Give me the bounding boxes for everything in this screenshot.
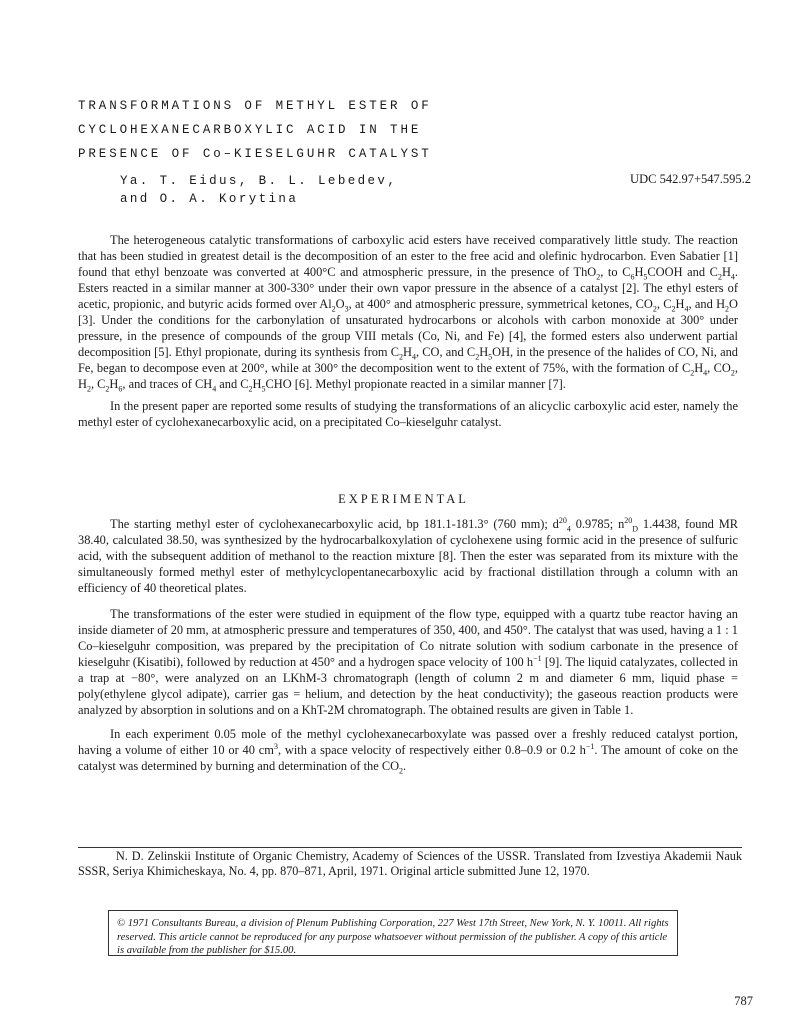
intro-paragraph-1: The heterogeneous catalytic transformations of carboxylic acid esters have received comparatively little study. The reaction that has been studied in greatest detail is the decomposition of an ester to the free acid and olefinic hydrocarbon. Even Sabatier [1] found that ethyl benzoate was converted at 400°C and atmospheric pressure, in the presence of ThO$_2$, to $C_6H_5COOH$ and $C_2H_4$. Esters reacted in a similar manner at 300-330° under their own vapor pressure in the absence of a catalyst [2]. The ethyl esters of acetic, propionic, and butyric acids formed over $Al_2O_3$, at 400° and atmospheric pressure, symmetrical ketones, $CO_2$, $C_2H_4$, and $H_2O$ [3]. Under the conditions for the carbonylation of unsaturated hydrocarbons or alcohols with carbon monoxide at 300° under pressure, in the presence of compounds of the group VIII metals (Co, Ni, and Fe) [4], the formed esters also underwent partial decomposition [5]. Ethyl propionate, during its synthesis from $C_2H_4$, CO, and $C_2H_5OH$, in the presence of the halides of CO, Ni, and Fe, began to decompose even at 200°, while at 300° the decomposition went to the extent of 75%, with the formation of $C_2H_4$, $CO_2$, $H_2$, $C_2H_6$, and traces of $CH_4$ and $C_2H_5CHO$ [6]. Methyl propionate reacted in a similar manner [7]. <box>78 233 738 394</box>
article-title <box>78 94 738 166</box>
title-line-1: TRANSFORMATIONS OF METHYL ESTER OF <box>78 99 432 113</box>
title-line-3: PRESENCE OF Co–KIESELGUHR CATALYST <box>78 147 432 161</box>
experimental-section <box>78 516 738 774</box>
experimental-paragraph-2: The transformations of the ester were studied in equipment of the flow type, equipped with a quartz tube reactor having an inside diameter of 20 mm, at atmospheric pressure and temperatures of 350, 400, and 450°. The catalyst that was used, having a 1 : 1 Co–kieselguhr composition, was prepared by the precipitation of Co nitrate solution with sodium carbonate in the presence of kieselguhr (Kisatibi), followed by reduction at 450° and a hydrogen space velocity of 100 $h^{-1}$ [9]. The liquid catalyzates, collected in a trap at −80°, were analyzed on an LKhM-3 chromatograph (length of column 2 m and diameter 6 mm, liquid phase = poly(ethylene glycol adipate), carrier gas = helium, and detection by the heat conductivity); the gaseous reaction products were analyzed by absorption in solutions and on a KhT-2M chromatograph. The obtained results are given in Table 1. <box>78 607 738 717</box>
title-line-2: CYCLOHEXANECARBOXYLIC ACID IN THE <box>78 123 422 137</box>
footnote-text: N. D. Zelinskii Institute of Organic Chemistry, Academy of Sciences of the USSR. Translated from Izvestiya Akademii Nauk SSSR, Seriya Khimicheskaya, No. 4, pp. 870–871, April, 1971. Original article submitted June 12, 1970. <box>78 849 742 878</box>
intro-paragraph-2: In the present paper are reported some results of studying the transformations of an alicyclic carboxylic acid ester, namely the methyl ester of cyclohexanecarboxylic acid, on a precipitated Co–kieselguhr catalyst. <box>78 399 738 429</box>
page-number: 787 <box>734 994 753 1008</box>
footnote-divider <box>78 847 742 848</box>
experimental-paragraph-3: In each experiment 0.05 mole of the methyl cyclohexanecarboxylate was passed over a freshly reduced catalyst portion, having a volume of either 10 or 40 $cm^3$, with a space velocity of respectively either 0.8–0.9 or 0.2 $h^{-1}$. The amount of coke on the catalyst was determined by burning and determination of the $CO_2$. <box>78 727 738 776</box>
introduction <box>78 232 738 430</box>
experimental-paragraph-1: The starting methyl ester of cyclohexanecarboxylic acid, bp 181.1-181.3° (760 mm); $d^{20}_4$ 0.9785; $n^{20}_D$ 1.4438, found MR 38.40, calculated 38.50, was synthesized by the hydrocarbalkoxylation of cyclohexene using formic acid in the presence of sulfuric acid, with the subsequent addition of methanol to the reaction mixture [8]. Then the ester was separated from its mixture with the simultaneously formed methyl ester of methylcyclopentanecarboxylic acid by fractional distillation through a column with an efficiency of 40 theoretical plates. <box>78 515 738 595</box>
footnote <box>78 849 742 879</box>
copyright-notice: © 1971 Consultants Bureau, a division of Plenum Publishing Corporation, 227 West 17th Street, New York, N. Y. 10011. All rights reserved. This article cannot be reproduced for any purpose whatsoever without permission of the publisher. A copy of this article is available from the publisher for $15.00. <box>108 910 678 956</box>
authors-line-1: Ya. T. Eidus, B. L. Lebedev, <box>120 174 398 188</box>
authors-line-2: and O. A. Korytina <box>120 192 299 206</box>
udc-code: UDC 542.97+547.595.2 <box>630 172 751 186</box>
author-list <box>120 172 397 208</box>
section-heading-experimental: EXPERIMENTAL <box>338 492 469 506</box>
